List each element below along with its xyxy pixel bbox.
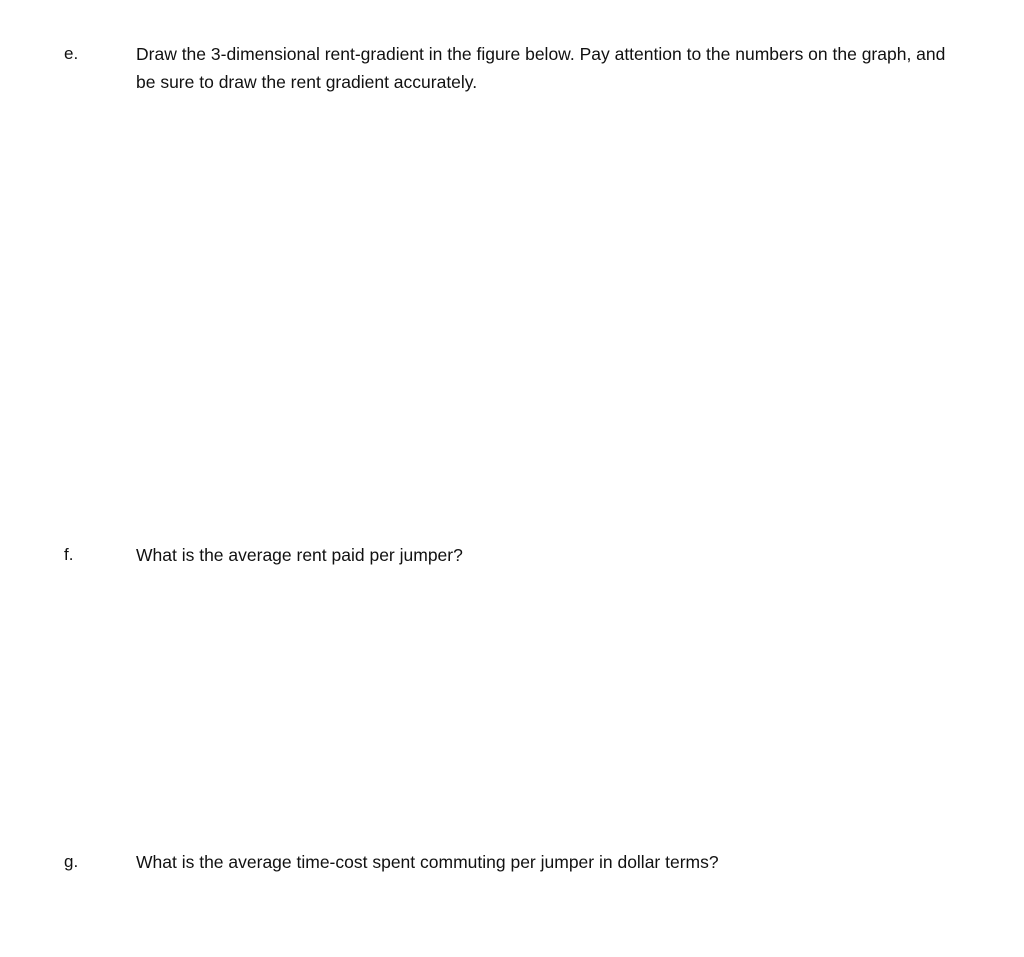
question-letter: e. — [64, 44, 79, 63]
question-text: Draw the 3-dimensional rent-gradient in the figure below. Pay attention to the numbers on the graph, and be sure to draw the rent gradient accurately. — [136, 44, 946, 92]
question-letter: g. — [64, 852, 79, 871]
question-letter: f. — [64, 545, 74, 564]
question-text: What is the average rent paid per jumper? — [136, 545, 463, 565]
question-text: What is the average time-cost spent commuting per jumper in dollar terms? — [136, 852, 719, 872]
